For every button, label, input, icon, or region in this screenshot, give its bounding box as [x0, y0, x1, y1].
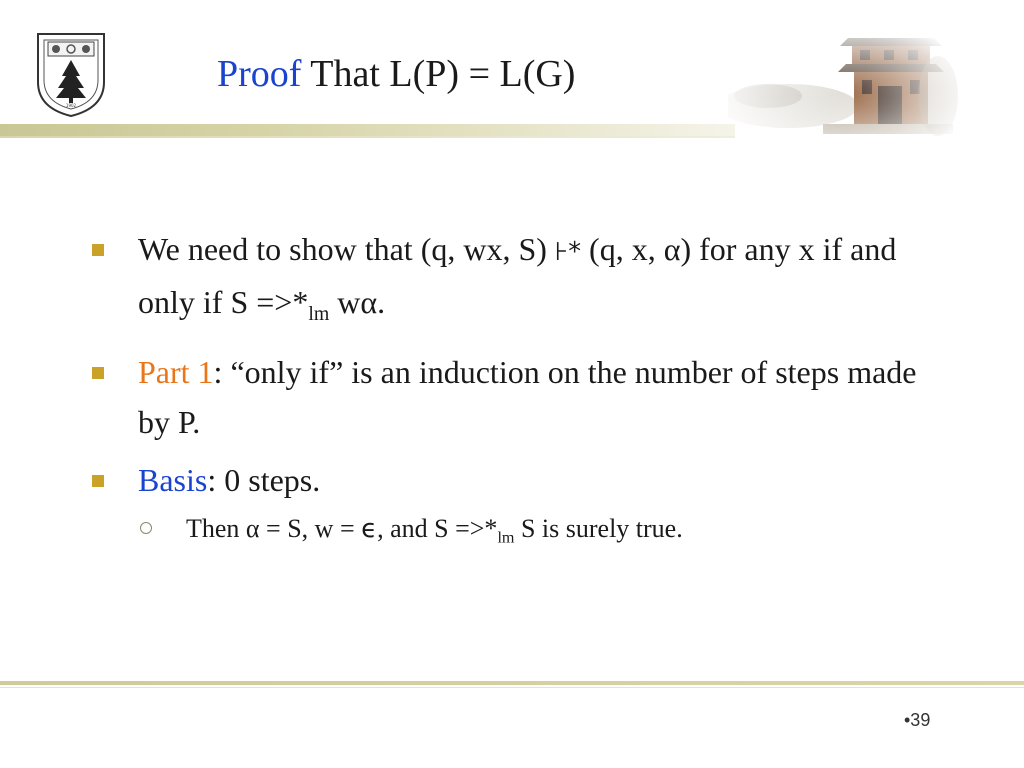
building-image [728, 16, 958, 146]
bullet-1-text-c: wα. [329, 284, 386, 320]
basis-label: Basis [138, 461, 208, 498]
footer-divider [0, 681, 1024, 685]
epsilon-symbol: ϵ [361, 513, 378, 544]
bullet-3-text: : 0 steps. [207, 461, 321, 498]
sub-1-text-b: , and S =>* [377, 513, 498, 543]
bullet-1-text-b: (q, x, α) for any x if and only if S =>* [138, 231, 897, 320]
bullet-1-text-a: We need to show that (q, wx, S) [138, 231, 555, 267]
subscript-lm: lm [497, 529, 515, 547]
bullet-marker [92, 475, 104, 487]
bullet-list [88, 224, 948, 559]
page-title [217, 50, 575, 98]
bullet-item-2 [88, 347, 948, 447]
bullet-marker [92, 367, 104, 379]
svg-text:1902: 1902 [65, 103, 77, 108]
title-accent: Proof [217, 53, 302, 95]
bullet-marker [92, 244, 104, 256]
header-divider [0, 124, 735, 136]
university-logo [34, 30, 108, 118]
header-divider-line [0, 136, 735, 138]
bullet-2-text: : “only if” is an induction on the number of steps made by P. [138, 353, 917, 440]
bullet-item-1 [88, 224, 948, 339]
sub-bullet-marker [140, 522, 152, 534]
footer-divider-line [0, 687, 1024, 688]
subscript-lm: lm [308, 302, 330, 325]
sub-1-text-a: Then α = S, w = [186, 513, 362, 543]
part-1-label: Part 1 [138, 353, 214, 390]
turnstile-symbol: ⊦* [554, 237, 582, 267]
title-rest: That L(P) = L(G) [310, 53, 576, 95]
sub-1-text-c: S is surely true. [514, 513, 683, 543]
page-number: •39 [904, 710, 931, 730]
bullet-item-3 [88, 455, 948, 505]
sub-bullet-item-1 [88, 509, 948, 559]
